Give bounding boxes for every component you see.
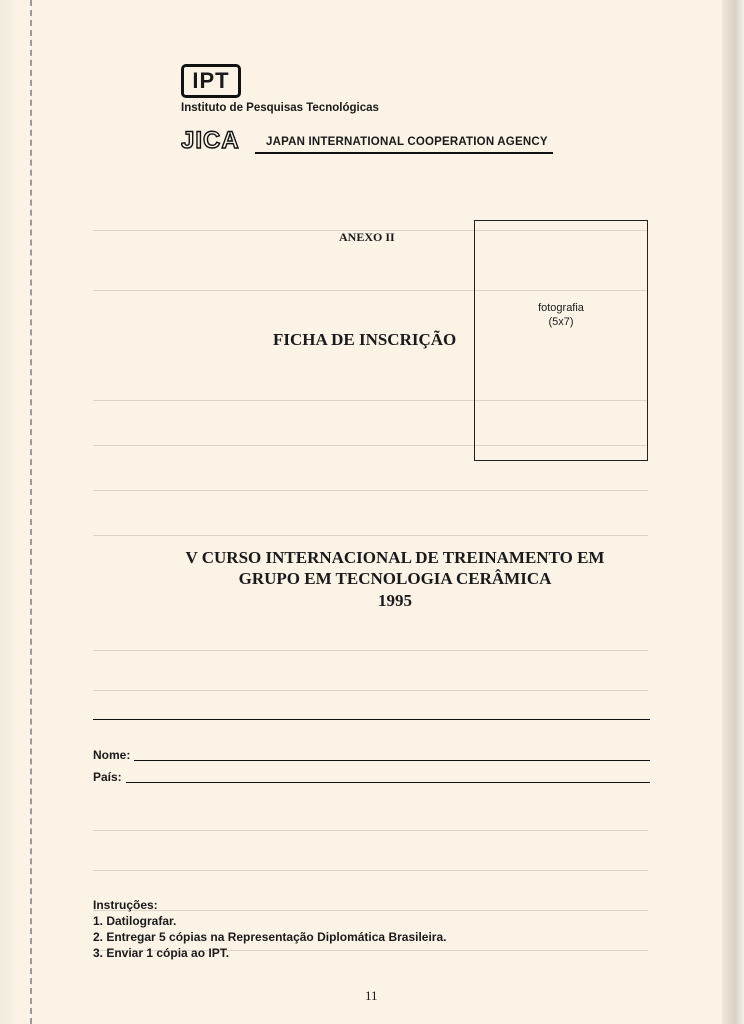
ipt-logo: IPT [181,64,241,98]
show-through-line [93,690,648,691]
page-number: 11 [365,988,378,1003]
form-title: FICHA DE INSCRIÇÃO [273,330,457,349]
jica-name: JAPAN INTERNATIONAL COOPERATION AGENCY [266,136,548,148]
header-rule [255,152,553,154]
jica-logo [181,126,259,154]
page-right-edge [722,0,744,1024]
country-label: País: [93,770,122,784]
photo-placeholder-line2: (5x7) [548,316,574,328]
show-through-line [93,490,648,491]
blank-line[interactable] [93,719,650,720]
show-through-line [93,535,648,536]
photo-placeholder-line1: fotografia [538,302,584,314]
instruction-item: 1. Datilografar. [93,914,177,928]
name-field[interactable] [134,760,650,761]
name-label: Nome: [93,748,131,762]
photo-placeholder [475,301,647,329]
annex-label: ANEXO II [339,230,395,244]
photo-box[interactable] [474,220,648,461]
show-through-line [93,910,648,911]
course-title-line1: V CURSO INTERNACIONAL DE TREINAMENTO EM [185,548,605,567]
country-field[interactable] [126,782,650,783]
instruction-item: 2. Entregar 5 cópias na Representação Diplomática Brasileira. [93,930,447,944]
show-through-line [93,830,648,831]
course-year: 1995 [378,591,412,610]
instructions-heading: Instruções: [93,898,158,912]
show-through-line [93,870,648,871]
page-left-edge [0,0,18,1024]
instruction-item: 3. Enviar 1 cópia ao IPT. [93,946,230,960]
jica-logo-text: JICA [181,127,240,154]
show-through-line [93,650,648,651]
binding-holes [30,0,34,1024]
institute-name: Instituto de Pesquisas Tecnológicas [181,102,379,114]
course-title-line2: GRUPO EM TECNOLOGIA CERÂMICA [238,569,552,588]
